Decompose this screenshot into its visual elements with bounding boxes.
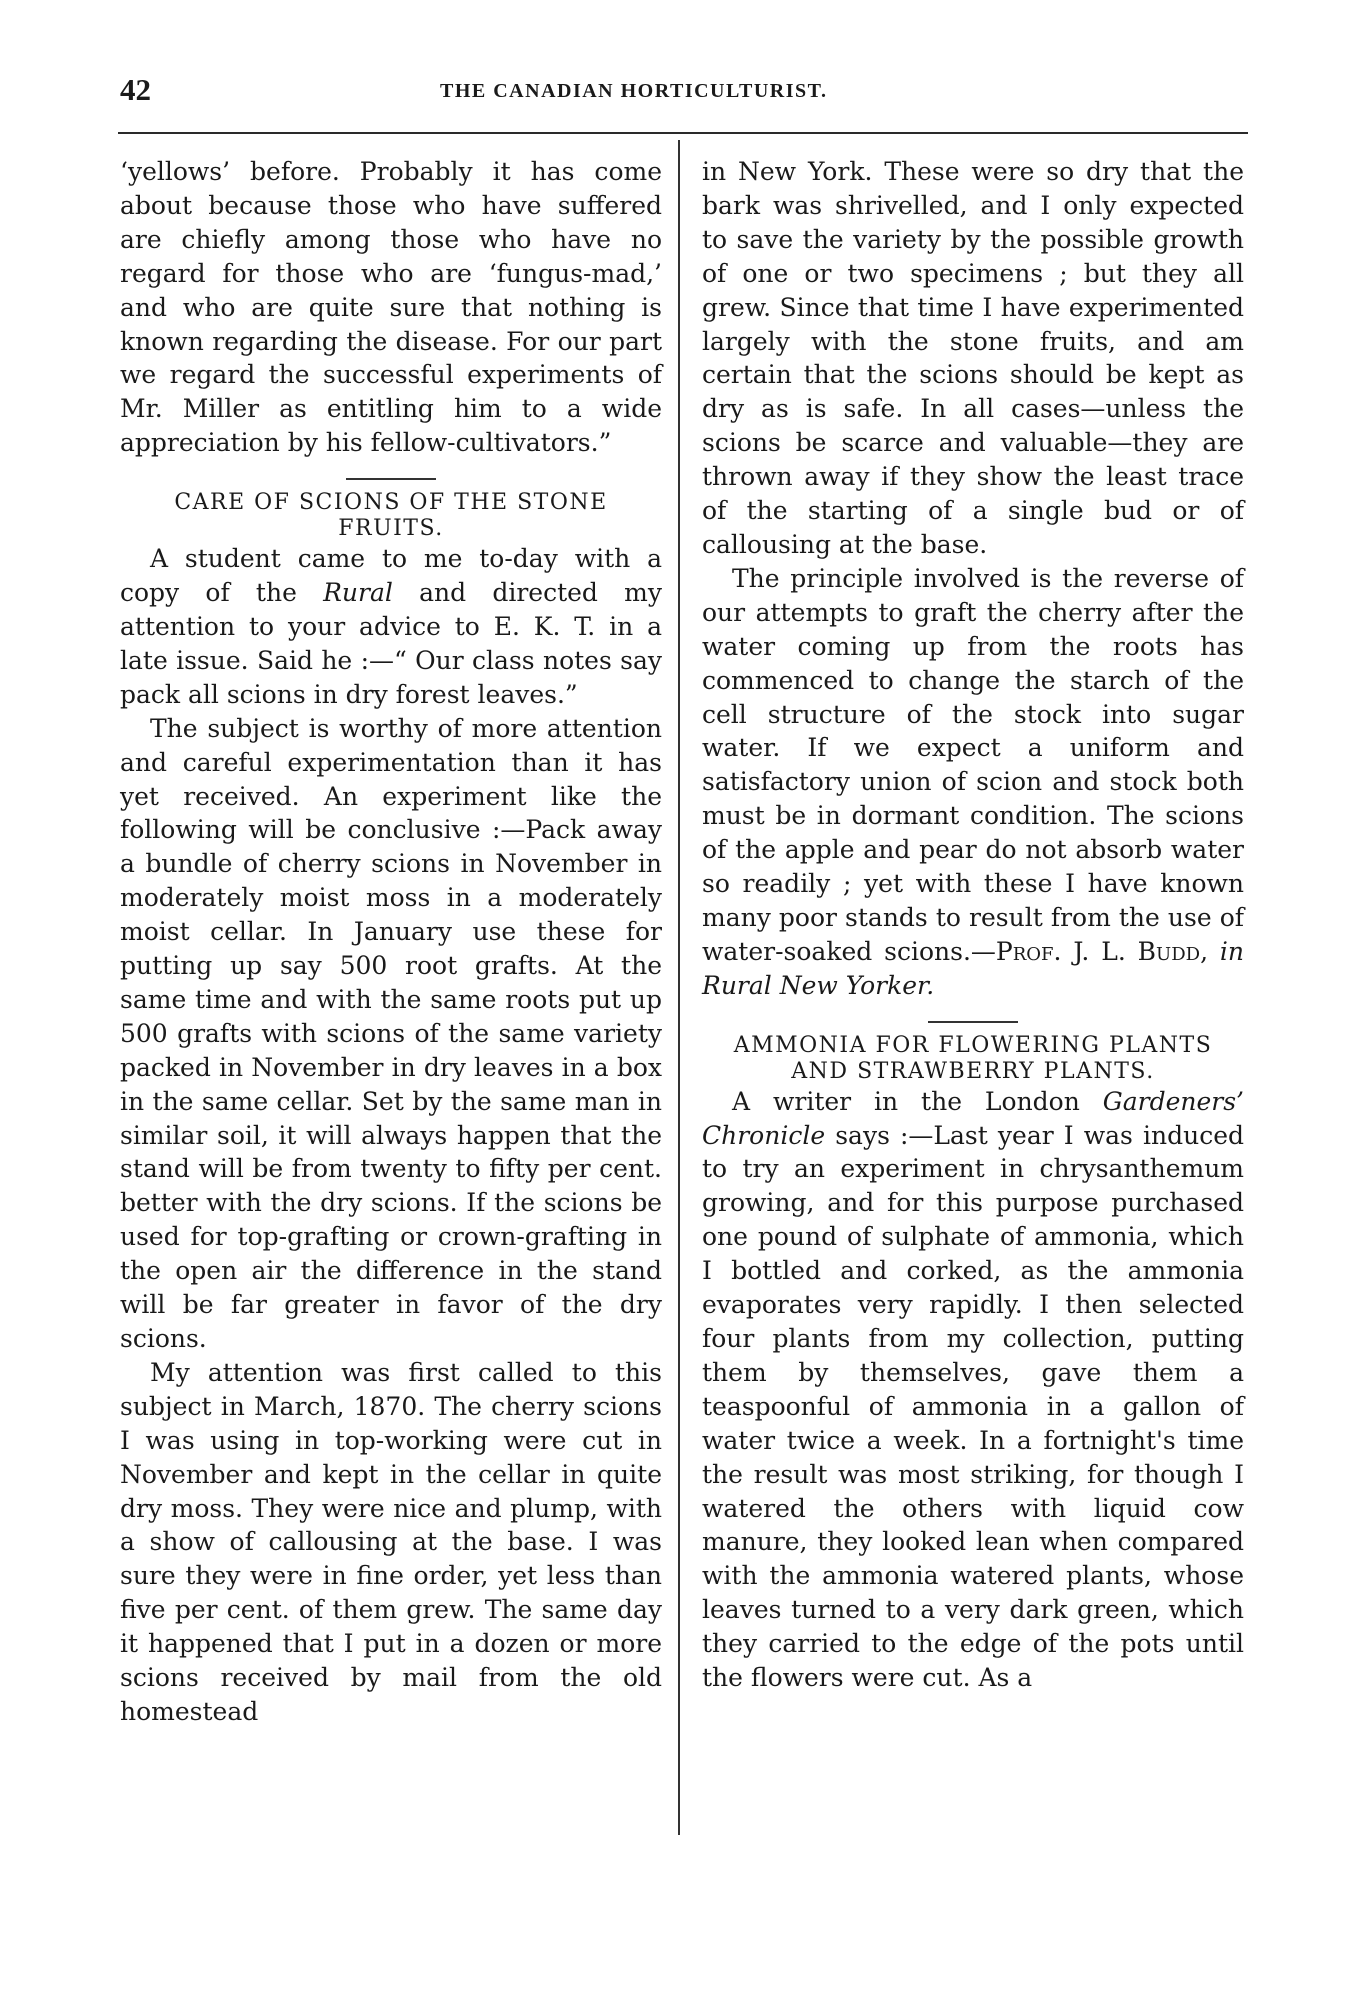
paragraph-text: and directed my attention to your advice to E. K. T. in a late issue. Said he :—“ Our class notes say pack all scions in dry forest leaves.” — [120, 578, 662, 709]
left-column — [120, 155, 662, 1729]
continued-paragraph: in New York. These were so dry that the bark was shrivelled, and I only expected to save the variety by the possible growth of one or two specimens ; but they all grew. Since that time I have experimented largely with the stone fruits, and am certain that the scions should be kept as dry as is safe. In all cases—unless the scions be scarce and valuable—they are thrown away if they show the least trace of the starting of a single bud or of callousing at the base. — [702, 157, 1244, 559]
column-divider — [678, 140, 680, 1835]
paragraph-text: A student came to me to-day with a copy of the — [120, 544, 662, 608]
paragraph-text: The principle involved is the reverse of our attempts to graft the cherry after the water coming up from the roots has commenced to change the starch of the cell structure of the stock into sugar water. If we expect a uniform and satisfactory union of scion and stock both must be in dormant condition. The scions of the apple and pear do not absorb water so readily ; yet with these I have known many poor stands to result from the use of water-soaked scions.— — [702, 563, 1244, 966]
paragraph — [120, 542, 662, 712]
paragraph — [702, 1085, 1244, 1695]
continued-paragraph: ‘yellows’ before. Probably it has come about because those who have suffered are chiefly among those who have no regard for those who are ‘fungus-mad,’ and who are quite sure that nothing is known regarding the disease. For our part we regard the successful experiments of Mr. Miller as entitling him to a wide appreciation by his fellow-cultivators.” — [120, 157, 662, 458]
article-heading-ammonia: AMMONIA FOR FLOWERING PLANTS AND STRAWBERRY PLANTS. — [733, 1032, 1213, 1084]
section-divider — [346, 478, 436, 480]
article-heading-scions: CARE OF SCIONS OF THE STONE FRUITS. — [174, 490, 608, 542]
right-column — [702, 155, 1244, 1695]
paragraph-text: A writer in the London — [732, 1086, 1103, 1116]
running-title: THE CANADIAN HORTICULTURIST. — [440, 80, 828, 102]
header-rule — [118, 132, 1248, 134]
paragraph-text: says :—Last year I was induced to try an experiment in chrysanthemum growing, and for this purpose purchased one pound of sulphate of ammonia, which I bottled and corked, as the ammonia evaporates very rapidly. I then selected four plants from my collection, putting them by themselves, gave them a teaspoonful of ammonia in a gallon of water twice a week. In a fortnight's time the result was most striking, for though I watered the others with liquid cow manure, they looked lean when compared with the ammonia watered plants, whose leaves turned to a very dark green, which they carried to the edge of the pots until the flowers were cut. As a — [702, 1120, 1244, 1693]
source-credit: in Rural New Yorker. — [702, 936, 1244, 1000]
italic-publication-title: Gardeners’ Chronicle — [702, 1086, 1244, 1150]
page-number: 42 — [120, 72, 151, 107]
italic-publication-title: Rural — [323, 578, 393, 608]
paragraph — [702, 562, 1244, 1003]
section-divider — [928, 1021, 1018, 1023]
author-credit: Prof. J. L. Budd, — [995, 936, 1209, 966]
paragraph: My attention was first called to this subject in March, 1870. The cherry scions I was using in top-working were cut in November and kept in the cellar in quite dry moss. They were nice and plump, with a show of callousing at the base. I was sure they were in fine order, yet less than five per cent. of them grew. The same day it happened that I put in a dozen or more scions received by mail from the old homestead — [120, 1357, 662, 1726]
paragraph: The subject is worthy of more attention and careful experimentation than it has yet received. An experiment like the following will be conclusive :—Pack away a bundle of cherry scions in November in moderately moist moss in a moderately moist cellar. In January use these for putting up say 500 root grafts. At the same time and with the same roots put up 500 grafts with scions of the same variety packed in November in dry leaves in a box in the same cellar. Set by the same man in similar soil, it will always happen that the stand will be from twenty to fifty per cent. better with the dry scions. If the scions be used for top-grafting or crown-grafting in the open air the difference in the stand will be far greater in favor of the dry scions. — [120, 713, 662, 1353]
